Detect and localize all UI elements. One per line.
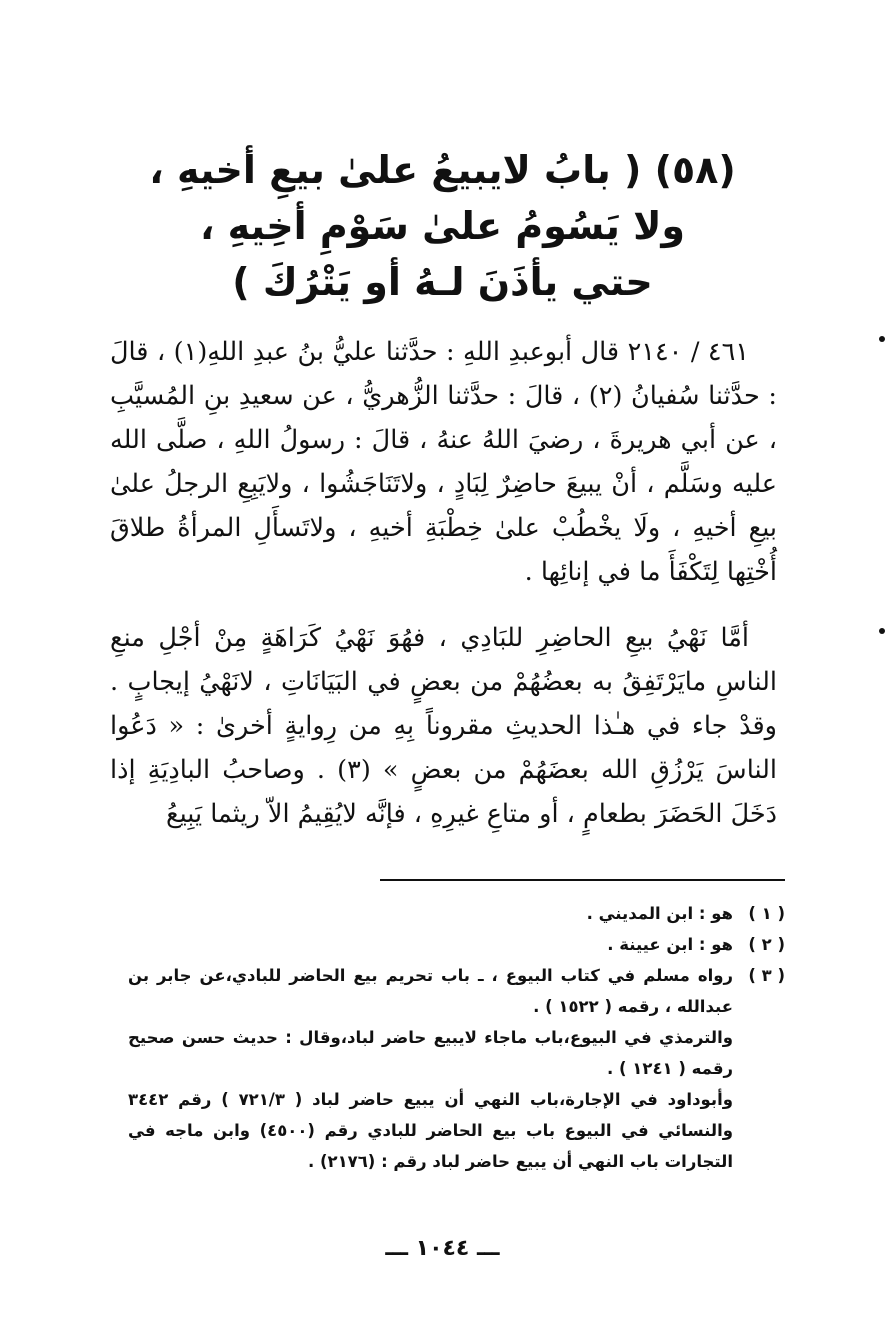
footnote-body (128, 929, 733, 960)
footnote-line: هو : ابن عيينة . (607, 935, 733, 954)
footnote-number: ( ١ ) (748, 904, 785, 923)
commentary-paragraph: أمَّا نَهْيُ بيعِ الحاضِرِ للبَادِي ، فهُوَ نَهْيُ كَرَاهَةٍ مِنْ أجْلِ منعِ الناسِ مايَرْتَفِقُ به بعضُهُمْ من بعضٍ في البَيَانَاتِ ، لانَهْيُ إيجابٍ . وقدْ جاء في هـٰذا الحديثِ مقروناً بِهِ من رِوايةٍ أخرىٰ : « دَعُوا الناسَ يَرْزُقِ الله بعضَهُمْ من بعضٍ » (٣) . وصاحبُ البادِيَةِ إذا دَخَلَ الحَضَرَ بطعامٍ ، أو متاعِ غيرِهِ ، فإنَّه لايُقِيمُ الاّ ريثما يَبِيعُ (110, 623, 778, 829)
footnote-body (128, 898, 733, 929)
margin-mark (879, 336, 885, 342)
chapter-title-line: ولا يَسُومُ علىٰ سَوْمِ أخِيهِ ، (199, 204, 686, 248)
chapter-title-line: حتي يأذَنَ لـهُ أو يَتْرُكَ ) (232, 260, 653, 304)
main-text (110, 330, 777, 836)
footnote (128, 960, 785, 1177)
footnote-body (128, 960, 733, 1177)
footnote-line: وأبوداود في الإجارة،باب النهي أن يبيع حاضر لباد ( ٧٢١/٣ ) رقم ٣٤٤٢ والنسائي في البيوع باب بيع الحاضر للبادي رقم (٤٥٠٠) وابن ماجه في التجارات باب النهي أن يبيع حاضر لباد رقم : (٢١٧٦) . (128, 1090, 733, 1171)
footnote-divider (380, 879, 785, 881)
hadith-paragraph: ٤٦١ / ٢١٤٠ قال أبوعبدِ اللهِ : حدَّثنا عليُّ بنُ عبدِ اللهِ(١) ، قالَ : حدَّثنا سُفيانُ (٢) ، قالَ : حدَّثنا الزُّهريُّ ، عن سعيدِ بنِ المُسيَّبِ ، عن أبي هريرةَ ، رضيَ اللهُ عنهُ ، قالَ : رسولُ اللهِ ، صلَّى الله عليه وسَلَّم ، أنْ يبيعَ حاضِرٌ لِبَادٍ ، ولاتَنَاجَشُوا ، ولايَبِعِ الرجلُ علىٰ بيعِ أخيهِ ، ولَا يخْطُبْ علىٰ خِطْبَةِ أخيهِ ، ولاتَسأَلِ المرأةُ طلاقَ أُخْتِها لِتَكْفَأَ ما في إنائِها . (110, 337, 777, 587)
footnote (128, 898, 785, 929)
footnotes (128, 898, 785, 1177)
footnote-line: هو : ابن المديني . (586, 904, 733, 923)
footnote (128, 929, 785, 960)
footnote-number: ( ٢ ) (748, 935, 785, 954)
footnote-number: ( ٣ ) (748, 966, 785, 985)
margin-mark (879, 628, 885, 634)
chapter-title-line: (٥٨) ( بابُ لايبيعُ علىٰ بيعِ أخيهِ ، (149, 148, 736, 192)
footnote-line: والترمذي في البيوع،باب ماجاء لايبيع حاضر لباد،وقال : حديث حسن صحيح رقمه ( ١٢٤١ ) . (128, 1028, 733, 1078)
footnote-line: رواه مسلم في كتاب البيوع ، ـ باب تحريم بيع الحاضر للبادي،عن جابر بن عبدالله ، رقمه ( ١٥٢٢ ) . (128, 966, 733, 1016)
page-number: ـــ ١٠٤٤ ـــ (385, 1236, 500, 1261)
chapter-title (110, 142, 775, 310)
